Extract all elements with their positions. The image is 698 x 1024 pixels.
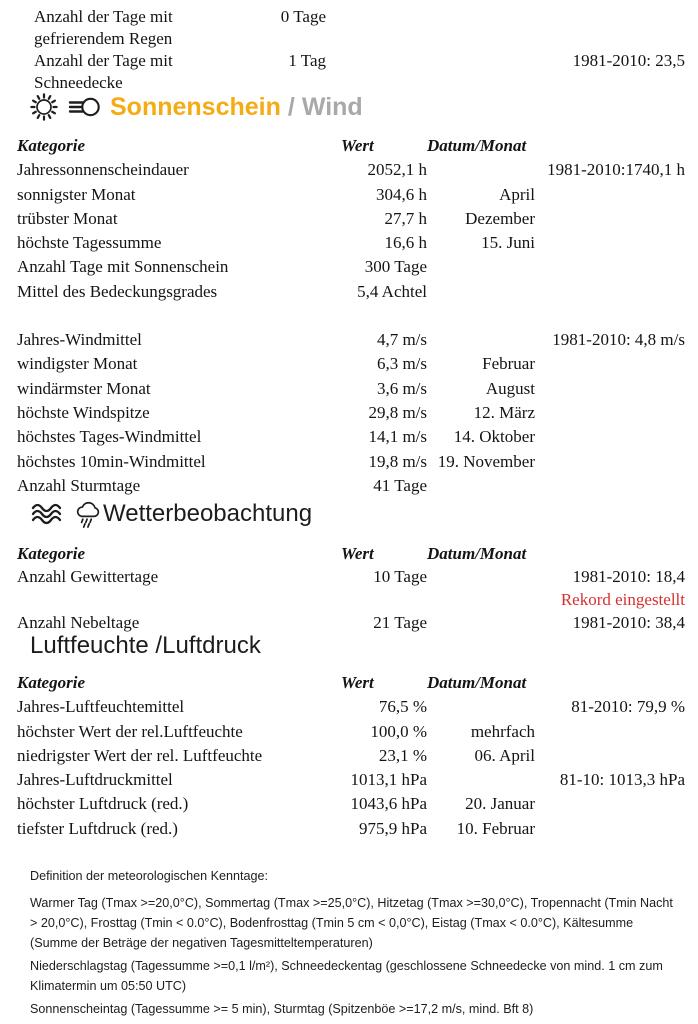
row-date [427, 565, 535, 588]
row-value: 16,6 h [384, 233, 427, 253]
row-date: 15. Juni [481, 233, 535, 253]
row-value: 0 Tage [280, 7, 326, 26]
row-date: mehrfach [470, 721, 535, 741]
row-value: 1013,1 hPa [350, 770, 427, 790]
row-label: höchste Tagessumme [17, 233, 162, 253]
column-header-category: Kategorie [17, 673, 85, 692]
row-reference [535, 720, 685, 744]
footnotes-title: Definition der meteorologischen Kenntage: [30, 869, 269, 883]
table-row [17, 744, 685, 768]
row-reference [535, 183, 685, 207]
row-value: 41 Tage [373, 475, 427, 495]
table-row [17, 231, 685, 255]
table-row [34, 50, 685, 94]
row-value: 304,6 h [376, 184, 427, 204]
table-row [17, 768, 685, 792]
row-label: Anzahl Gewittertage [17, 567, 159, 586]
row-value: 21 Tage [373, 613, 427, 632]
empty-cell [327, 588, 427, 611]
row-label: windärmster Monat [17, 378, 151, 398]
record-note: Rekord eingestellt [560, 590, 685, 609]
table-header-row [17, 134, 685, 158]
row-reference [535, 450, 685, 474]
row-reference [535, 231, 685, 255]
row-label: Anzahl der Tage mit Schneedecke [34, 51, 173, 92]
column-header-reference [535, 671, 685, 695]
table-row [17, 207, 685, 231]
rain-cloud-icon [73, 499, 103, 529]
row-reference [535, 792, 685, 816]
row-label: Mittel des Bedeckungsgrades [17, 281, 218, 301]
row-date: 14. Oktober [453, 427, 535, 447]
row-label: trübster Monat [17, 208, 118, 228]
sunshine-wind-table [0, 134, 698, 498]
table-section-separator [17, 304, 685, 328]
section-title-wind: Wind [301, 92, 363, 121]
row-value: 19,8 m/s [368, 451, 427, 471]
column-header-date: Datum/Monat [427, 673, 527, 692]
row-value: 14,1 m/s [368, 427, 427, 447]
row-reference [535, 401, 685, 425]
row-value: 23,1 % [378, 745, 427, 765]
row-value: 6,3 m/s [376, 354, 427, 374]
row-date [427, 328, 535, 352]
table-row [17, 695, 685, 719]
row-value: 76,5 % [378, 697, 427, 717]
row-date: August [485, 378, 535, 398]
row-reference: 1981-2010:1740,1 h [547, 160, 685, 180]
row-label: Jahres-Luftdruckmittel [17, 770, 173, 790]
row-date: 10. Februar [456, 818, 535, 838]
row-label: Anzahl Sturmtage [17, 475, 141, 495]
table-row [17, 401, 685, 425]
row-date: 12. März [473, 402, 535, 422]
empty-cell [427, 588, 535, 611]
row-reference [535, 817, 685, 841]
row-reference: 1981-2010: 23,5 [572, 51, 685, 70]
row-label: tiefster Luftdruck (red.) [17, 818, 178, 838]
sun-icon [28, 91, 60, 123]
wind-icon [67, 93, 101, 121]
table-row [17, 425, 685, 449]
footnote-paragraph: Niederschlagstag (Tagessumme >=0,1 l/m²), Schneedeckentag (geschlossene Schneedecke von mind. 1 cm zum Klimatermin um 05:50 UTC) [30, 959, 663, 993]
row-reference: 81-2010: 79,9 % [571, 697, 685, 717]
table-row [17, 377, 685, 401]
row-label: windigster Monat [17, 354, 138, 374]
row-reference: 1981-2010: 18,4 [572, 567, 685, 586]
row-reference [535, 377, 685, 401]
row-label: Anzahl der Tage mit gefrierendem Regen [34, 7, 173, 48]
column-header-category: Kategorie [17, 544, 85, 563]
row-label: höchstes 10min-Windmittel [17, 451, 206, 471]
row-value: 100,0 % [370, 721, 427, 741]
observation-table [0, 542, 698, 634]
row-date [427, 158, 535, 182]
intro-table [0, 6, 698, 94]
row-label: Anzahl Tage mit Sonnenschein [17, 257, 229, 277]
column-header-date: Datum/Monat [427, 136, 527, 155]
table-row [17, 328, 685, 352]
section-title-sunshine: Sonnenschein [110, 92, 281, 121]
row-reference: 1981-2010: 38,4 [572, 613, 685, 632]
empty-cell [17, 588, 327, 611]
table-row [17, 158, 685, 182]
row-reference: 1981-2010: 4,8 m/s [552, 330, 685, 350]
row-reference [535, 474, 685, 498]
humidity-pressure-table [0, 671, 698, 841]
row-label: niedrigster Wert der rel. Luftfeuchte [17, 745, 263, 765]
fog-waves-icon [30, 501, 66, 527]
column-header-value: Wert [341, 673, 374, 692]
column-header-value: Wert [341, 136, 374, 155]
row-date: 19. November [437, 451, 535, 471]
row-label: höchster Luftdruck (red.) [17, 794, 189, 814]
table-row [17, 817, 685, 841]
table-row [17, 720, 685, 744]
row-date: 20. Januar [465, 794, 535, 814]
row-reference [326, 6, 685, 50]
table-row [34, 6, 685, 50]
row-value: 975,9 hPa [359, 818, 427, 838]
row-date [427, 255, 535, 279]
row-value: 27,7 h [384, 208, 427, 228]
row-reference [535, 280, 685, 304]
row-reference [535, 255, 685, 279]
row-date: April [499, 184, 535, 204]
table-note-row [17, 588, 685, 611]
row-value: 1043,6 hPa [350, 794, 427, 814]
column-header-date: Datum/Monat [427, 544, 527, 563]
row-reference: 81-10: 1013,3 hPa [559, 770, 685, 790]
section-title-observation: Wetterbeobachtung [103, 500, 313, 527]
section-header-observation [30, 497, 685, 531]
column-header-category: Kategorie [17, 136, 85, 155]
row-date [427, 280, 535, 304]
row-value: 300 Tage [364, 257, 427, 277]
row-label: Jahressonnenscheindauer [17, 160, 189, 180]
section-title-separator: / [287, 92, 295, 121]
row-value: 4,7 m/s [376, 330, 427, 350]
column-header-value: Wert [341, 544, 374, 563]
row-label: höchstes Tages-Windmittel [17, 427, 202, 447]
row-value: 1 Tag [288, 51, 326, 70]
footnote-paragraph: Warmer Tag (Tmax >=20,0°C), Sommertag (Tmax >=25,0°C), Hitzetag (Tmax >=30,0°C), Tropennacht (Tmin Nacht > 20,0°C), Frosttag (Tmin < 0.0°C), Bodenfrosttag (Tmin 5 cm < 0,0°C), Eistag (Tmax < 0.0°C), Kältesumme (Summe der Beträge der negativen Tagesmitteltemperaturen) [30, 896, 673, 950]
row-date: Februar [482, 354, 535, 374]
table-header-row [17, 671, 685, 695]
row-reference [535, 207, 685, 231]
row-value: 2052,1 h [367, 160, 427, 180]
table-row [17, 450, 685, 474]
row-label: Anzahl Nebeltage [17, 613, 140, 632]
row-value: 5,4 Achtel [357, 281, 427, 301]
table-row [17, 474, 685, 498]
row-value: 29,8 m/s [368, 402, 427, 422]
table-row [17, 352, 685, 376]
column-header-reference [535, 542, 685, 565]
row-value: 3,6 m/s [376, 378, 427, 398]
table-header-row [17, 542, 685, 565]
row-date [427, 695, 535, 719]
table-row [17, 280, 685, 304]
footnote-paragraph: Sonnenscheintag (Tagessumme >= 5 min), Sturmtag (Spitzenböe >=17,2 m/s, mind. Bft 8) [30, 1002, 534, 1016]
row-label: sonnigster Monat [17, 184, 136, 204]
row-label: höchste Windspitze [17, 402, 150, 422]
row-label: höchster Wert der rel.Luftfeuchte [17, 721, 243, 741]
row-label: Jahres-Windmittel [17, 330, 142, 350]
row-date [427, 768, 535, 792]
row-reference [535, 744, 685, 768]
table-row [17, 183, 685, 207]
row-value: 10 Tage [373, 567, 427, 586]
row-date: Dezember [465, 208, 535, 228]
row-date [427, 474, 535, 498]
row-label: Jahres-Luftfeuchtemittel [17, 697, 185, 717]
row-reference [535, 352, 685, 376]
table-row [17, 255, 685, 279]
section-header-humidity-pressure [30, 629, 685, 663]
row-reference [535, 425, 685, 449]
row-date: 06. April [474, 745, 535, 765]
column-header-reference [535, 134, 685, 158]
section-header-sunshine-wind [28, 90, 685, 124]
section-title-humidity-pressure: Luftfeuchte /Luftdruck [30, 632, 261, 659]
table-row [17, 792, 685, 816]
table-row [17, 565, 685, 588]
